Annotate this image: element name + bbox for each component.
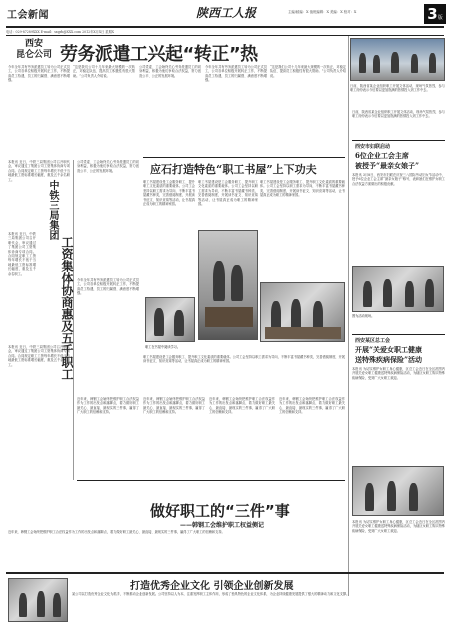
library-photo-3 (260, 282, 345, 342)
middle-left-col: 公司党委、工会始终关心劳务派遣员工的切身利益，积极为他们争取合法权益，努力创造公平、公正的发展环境。 (77, 160, 139, 173)
page-number: 3 (427, 5, 438, 23)
library-caption: 职工在书屋中阅读学习。 (145, 345, 181, 349)
page-number-badge (424, 4, 446, 24)
middle-left-col2: 今年全年共有劳务派遣员工转为公司正式员工，公司各单位积极开展转正工作，不断提高员工待遇，员工的归属感、满意度不断增强。 (77, 278, 139, 296)
right-middle-photo (352, 266, 444, 312)
right-sidebar-headline-1: 6位企业工会主席 (355, 151, 409, 160)
library-body-col2: 职工书屋建设是工会服务职工、提升职工文化素质的重要载体。公司工会坚持以职工需求为导向，不断丰富书屋藏书种类，完善借阅制度，开展读书征文、知识竞赛等活动，让书屋真正成为职工的精神家园。 (198, 180, 258, 207)
masthead-rule (6, 26, 444, 28)
right-sidebar-headline-2: 被授予“最亲女娘子” (355, 161, 420, 170)
feature-headline: 做好职工的“三件”事 (150, 502, 290, 520)
lead-kicker-line1: 西安 (24, 39, 43, 49)
library-body-bottom: 职工书屋建设是工会服务职工、提升职工文化素质的重要载体。公司工会坚持以职工需求为导向，不断丰富书屋藏书种类，完善借阅制度，开展读书征文、知识竞赛等活动，让书屋真正成为职工的精神家园。 (143, 355, 345, 364)
right-bottom-body: 本报讯 为切实维护女职工身心健康，区总工会近日在全区范围内开展关爱女职工健康送特殊疾病保险活动，为辖区女职工购买特殊疾病保险，受到广大女职工欢迎。 (352, 367, 445, 380)
right-bottom-headline-2: 送特殊疾病保险”活动 (355, 355, 423, 364)
right-lower-photo (352, 466, 444, 516)
right-lower-body: 本报讯 为切实维护女职工身心健康，区总工会近日在全区范围内开展关爱女职工健康送特殊疾病保险活动，为辖区女职工购买特殊疾病保险，受到广大女职工欢迎。 (352, 520, 445, 533)
paper-name: 陕西工人报 (196, 6, 257, 20)
masthead-rule-thin (6, 35, 444, 36)
left-vertical-headline-1: 中铁三局集团 (47, 180, 58, 240)
library-photo-2 (198, 230, 258, 340)
right-bottom-rule (352, 334, 445, 335)
right-bottom-kicker: 西安某区总工会 (355, 338, 391, 344)
feature-body-col3: 近年来，韩钢工会始终把维护职工合法权益作为工作的出发点和落脚点，着力做好职工最关心、最直接、最现实的三件事，赢得了广大职工的信赖和支持。 (209, 397, 275, 415)
right-sidebar-rule (352, 140, 445, 141)
library-body-col1: 职工书屋建设是工会服务职工、提升职工文化素质的重要载体。公司工会坚持以职工需求为导向，不断丰富书屋藏书种类，完善借阅制度，开展读书征文、知识竞赛等活动，让书屋真正成为职工的精神家园。 (143, 180, 195, 207)
feature-body-col1: 近年来，韩钢工会始终把维护职工合法权益作为工作的出发点和落脚点，着力做好职工最关心、最直接、最现实的三件事，赢得了广大职工的信赖和支持。 (77, 397, 139, 415)
masthead (6, 4, 444, 26)
right-mid-col-a: “这是我们公司十几年来最大规模的一次转正，对稳定队伍、提高员工积极性有很大帮助。”公司负责人介绍说。 (270, 65, 346, 78)
top-right-photo (350, 38, 445, 81)
feature-subheadline: ——韩钢工会维护职工权益侧记 (180, 522, 265, 529)
lead-kicker (14, 39, 54, 61)
lead-body-col2: “这是我们公司十几年来最大规模的一次转正，对稳定队伍、提高员工积极性有很大帮助。”公司负责人介绍说。 (73, 65, 135, 78)
left-body-col-a: 本报讯 近日，中铁三局集团公司召开职代会，审议通过了集团公司工资集体协商专项合同。合同规定职工工资每年增长不低于当地最低工资标准增长幅度，惠及五千余名职工。 (8, 232, 36, 276)
bottom-banner-rule (6, 572, 444, 574)
left-vertical-headline-2: 工资集体协商惠及五千职工 (60, 236, 74, 380)
lead-body-col1: 今年全年共有劳务派遣员工转为公司正式员工，公司各单位积极开展转正工作，不断提高员工待遇，员工的归属感、满意度不断增强。 (8, 65, 70, 83)
bottom-banner-headline: 打造优秀企业文化 引领企业创新发展 (130, 581, 294, 592)
right-photo-caption-col: 日前，陕西省某企业组织职工开展文体活动，现场气氛热烈，参与职工纷纷表示今后要以更加饱满的热情投入到工作中去。 (352, 110, 445, 119)
right-sidebar-body: 本报讯 3月8日，西安市妇联在庆祝三八国际劳动妇女节活动中，授予6位企业工会主席“最亲女娘子”称号，表彰她们在维护女职工合法权益方面做出的积极贡献。 (352, 173, 445, 186)
bottom-banner-body: 某公司以打造优秀企业文化为抓手，不断推动企业创新发展。公司坚持以人为本，注重发挥职工主体作用，形成了独具特色的企业文化体系，为企业持续健康发展提供了强大的精神动力和文化支撑。 (72, 592, 350, 596)
right-mid-col-b (270, 65, 346, 155)
left-body-bottom: 本报讯 近日，中铁三局集团公司召开职代会，审议通过了集团公司工资集体协商专项合同。合同规定职工工资每年增长不低于当地最低工资标准增长幅度，惠及五千余名职工。 (8, 345, 70, 367)
lead-headline: 劳务派遣工兴起“转正”热 (60, 44, 258, 65)
masthead-info: 主编/邮编：X 值班编辑：X 美编：X 校对：X (288, 10, 357, 14)
lead-kicker-line2: 昆仑公司 (15, 50, 52, 60)
lead-body-col4: 今年全年共有劳务派遣员工转为公司正式员工，公司各单位积极开展转正工作，不断提高员工待遇，员工的归属感、满意度不断增强。 (205, 65, 267, 83)
right-middle-caption: 图为活动现场。 (352, 314, 375, 318)
page-label: 版 (437, 15, 443, 21)
right-column-divider (348, 36, 349, 596)
bottom-left-photo (8, 578, 68, 622)
right-sidebar-kicker: 西安市妇联启动 (355, 144, 391, 150)
library-headline: 应石打造特色“职工书屋”上下功夫 (150, 163, 317, 176)
left-body-top: 本报讯 近日，中铁三局集团公司召开职代会，审议通过了集团公司工资集体协商专项合同。合同规定职工工资每年增长不低于当地最低工资标准增长幅度，惠及五千余名职工。 (8, 160, 70, 182)
right-upper-col: 日前，陕西省某企业组织职工开展文体活动，现场气氛热烈，参与职工纷纷表示今后要以更加饱满的热情投入到工作中去。 (350, 84, 445, 93)
feature-body-lower: 近年来，韩钢工会始终把维护职工合法权益作为工作的出发点和落脚点，着力做好职工最关心、最直接、最现实的三件事，赢得了广大职工的信赖和支持。 (8, 530, 225, 534)
lead-body-col3: 公司党委、工会始终关心劳务派遣员工的切身利益，积极为他们争取合法权益，努力创造公平、公正的发展环境。 (139, 65, 201, 78)
masthead-logo: 工会新闻 (7, 10, 49, 21)
library-body-col3: 职工书屋建设是工会服务职工、提升职工文化素质的重要载体。公司工会坚持以职工需求为导向，不断丰富书屋藏书种类，完善借阅制度，开展读书征文、知识竞赛等活动，让书屋真正成为职工的精神家园。 (260, 180, 345, 198)
feature-body-col4: 近年来，韩钢工会始终把维护职工合法权益作为工作的出发点和落脚点，着力做好职工最关心、最直接、最现实的三件事，赢得了广大职工的信赖和支持。 (279, 397, 345, 415)
feature-body-col2: 近年来，韩钢工会始终把维护职工合法权益作为工作的出发点和落脚点，着力做好职工最关心、最直接、最现实的三件事，赢得了广大职工的信赖和支持。 (143, 397, 205, 415)
library-photo-1 (145, 297, 195, 342)
right-bottom-headline-1: 开展“关爱女职工健康 (355, 345, 423, 354)
library-top-rule (143, 157, 345, 158)
masthead-sub-info: 电话：029-87289XXX E-mail：sxgrb@XXX.com 2012年X月X日 星期X (6, 30, 114, 34)
